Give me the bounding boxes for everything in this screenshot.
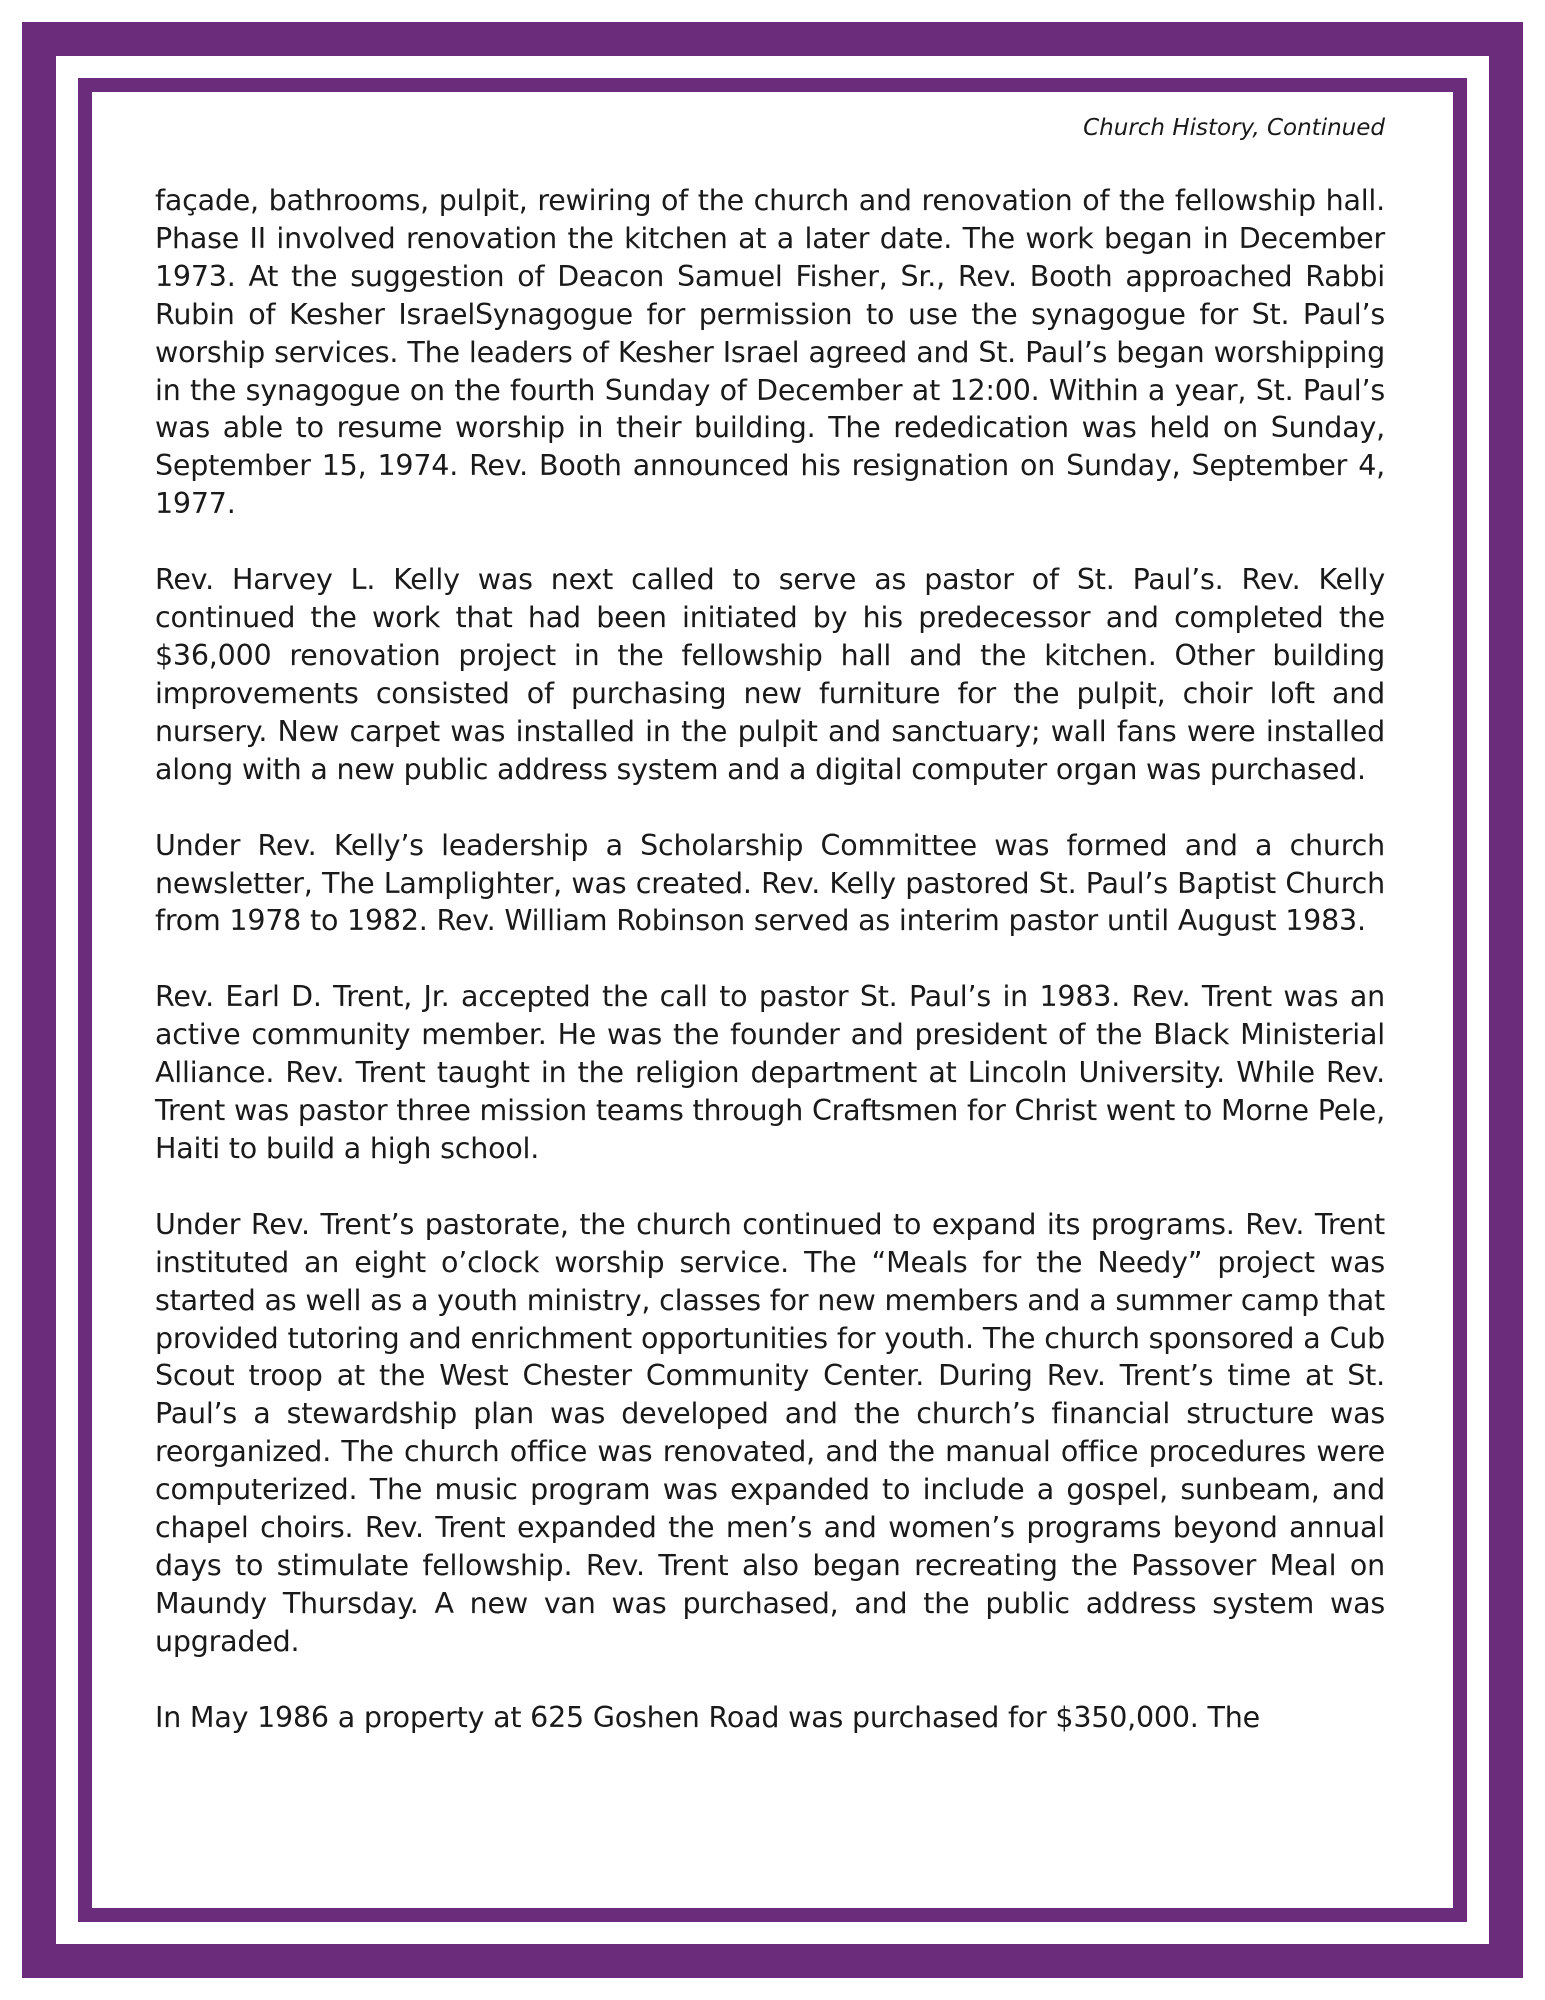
- paragraph-kelly-leadership: Under Rev. Kelly’s leadership a Scholarship Committee was formed and a church newsletter, The Lamplighter, was created. Rev. Kelly pastored St. Paul’s Baptist Church from 1978 to 1982. Rev. William Robinson served as interim pastor until August 1983.: [155, 828, 1385, 938]
- paragraph-goshen-road: In May 1986 a property at 625 Goshen Road was purchased for $350,000. The: [155, 1700, 1260, 1734]
- paragraph-rev-kelly: Rev. Harvey L. Kelly was next called to serve as pastor of St. Paul’s. Rev. Kelly continued the work that had been initiated by his predecessor and completed the $36,000 renovation project in the fellowship hall and the kitchen. Other building improvements consisted of purchasing new furniture for the pulpit, choir loft and nursery. New carpet was installed in the pulpit and sanctuary; wall fans were installed along with a new public address system and a digital computer organ was purchased.: [155, 563, 1385, 786]
- page-content: [155, 108, 1385, 1737]
- running-header: Church History, Continued: [1083, 115, 1385, 141]
- paragraph-rev-trent: Rev. Earl D. Trent, Jr. accepted the call to pastor St. Paul’s in 1983. Rev. Trent was an active community member. He was the founder and president of the Black Ministerial Alliance. Rev. Trent taught in the religion department at Lincoln University. While Rev. Trent was pastor three mission teams through Craftsmen for Christ went to Morne Pele, Haiti to build a high school.: [155, 980, 1385, 1165]
- paragraph-trent-pastorate: Under Rev. Trent’s pastorate, the church continued to expand its programs. Rev. Trent instituted an eight o’clock worship service. The “Meals for the Needy” project was started as well as a youth ministry, classes for new members and a summer camp that provided tutoring and enrichment opportunities for youth. The church sponsored a Cub Scout troop at the West Chester Community Center. During Rev. Trent’s time at St. Paul’s a stewardship plan was developed and the church’s financial structure was reorganized. The church office was renovated, and the manual office procedures were computerized. The music program was expanded to include a gospel, sunbeam, and chapel choirs. Rev. Trent expanded the men’s and women’s programs beyond annual days to stimulate fellowship. Rev. Trent also began recreating the Passover Meal on Maundy Thursday. A new van was purchased, and the public address system was upgraded.: [155, 1207, 1385, 1658]
- paragraph-renovation: façade, bathrooms, pulpit, rewiring of the church and renovation of the fellowship hall. Phase II involved renovation the kitchen at a later date. The work began in December 1973. At the suggestion of Deacon Samuel Fisher, Sr., Rev. Booth approached Rabbi Rubin of Kesher IsraelSynagogue for permission to use the synagogue for St. Paul’s worship services. The leaders of Kesher Israel agreed and St. Paul’s began worshipping in the synagogue on the fourth Sunday of December at 12:00. Within a year, St. Paul’s was able to resume worship in their building. The rededication was held on Sunday, September 15, 1974. Rev. Booth announced his resignation on Sunday, September 4, 1977.: [155, 184, 1385, 521]
